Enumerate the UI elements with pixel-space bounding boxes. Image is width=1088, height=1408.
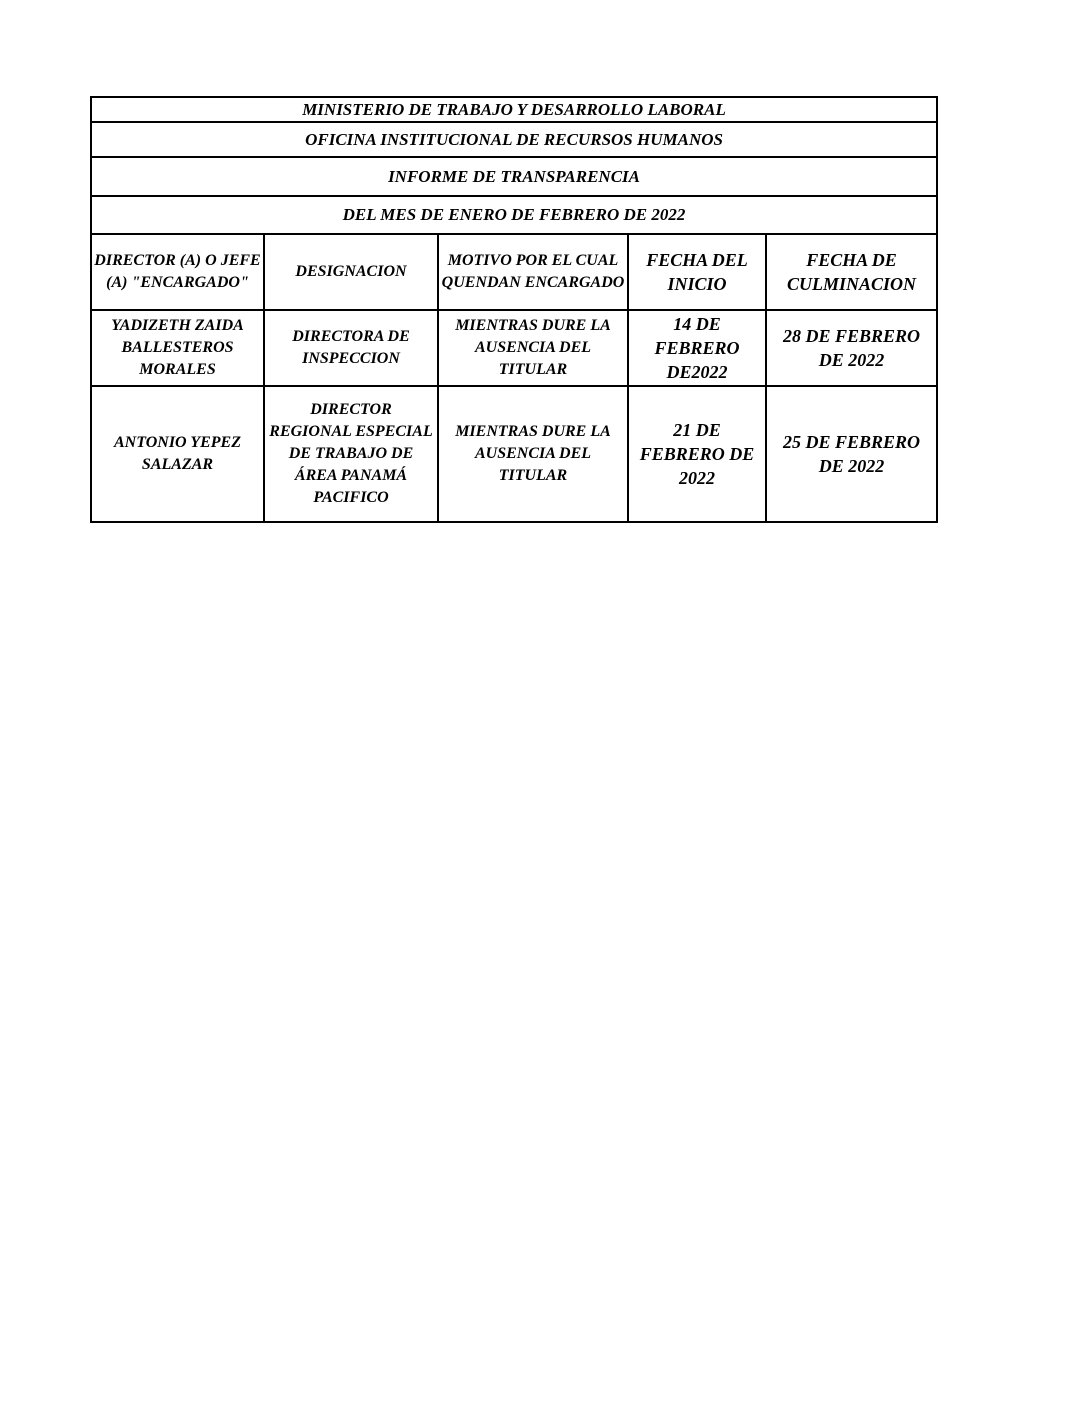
cell-start-date: 21 DE FEBRERO DE 2022 [628, 386, 766, 522]
table-row [91, 310, 937, 386]
column-header-start-date: FECHA DEL INICIO [628, 234, 766, 310]
cell-name: ANTONIO YEPEZ SALAZAR [91, 386, 264, 522]
table-row [91, 386, 937, 522]
cell-designation: DIRECTOR REGIONAL ESPECIAL DE TRABAJO DE ÁREA PANAMÁ PACIFICO [264, 386, 438, 522]
column-header-end-date: FECHA DE CULMINACION [766, 234, 937, 310]
report-title: INFORME DE TRANSPARENCIA [91, 157, 937, 196]
report-title-row [91, 157, 937, 196]
office-row [91, 122, 937, 157]
cell-end-date: 25 DE FEBRERO DE 2022 [766, 386, 937, 522]
cell-end-date: 28 DE FEBRERO DE 2022 [766, 310, 937, 386]
period-row [91, 196, 937, 234]
office-title: OFICINA INSTITUCIONAL DE RECURSOS HUMANOS [91, 122, 937, 157]
column-header-designation: DESIGNACION [264, 234, 438, 310]
cell-reason: MIENTRAS DURE LA AUSENCIA DEL TITULAR [438, 310, 628, 386]
transparency-report-table [90, 96, 938, 523]
ministry-row [91, 97, 937, 122]
ministry-title: MINISTERIO DE TRABAJO Y DESARROLLO LABORAL [91, 97, 937, 122]
cell-designation: DIRECTORA DE INSPECCION [264, 310, 438, 386]
cell-name: YADIZETH ZAIDA BALLESTEROS MORALES [91, 310, 264, 386]
column-header-reason: MOTIVO POR EL CUAL QUENDAN ENCARGADO [438, 234, 628, 310]
cell-reason: MIENTRAS DURE LA AUSENCIA DEL TITULAR [438, 386, 628, 522]
column-header-row [91, 234, 937, 310]
report-period: DEL MES DE ENERO DE FEBRERO DE 2022 [91, 196, 937, 234]
cell-start-date: 14 DE FEBRERO DE2022 [628, 310, 766, 386]
column-header-director: DIRECTOR (A) O JEFE (A) "ENCARGADO" [91, 234, 264, 310]
